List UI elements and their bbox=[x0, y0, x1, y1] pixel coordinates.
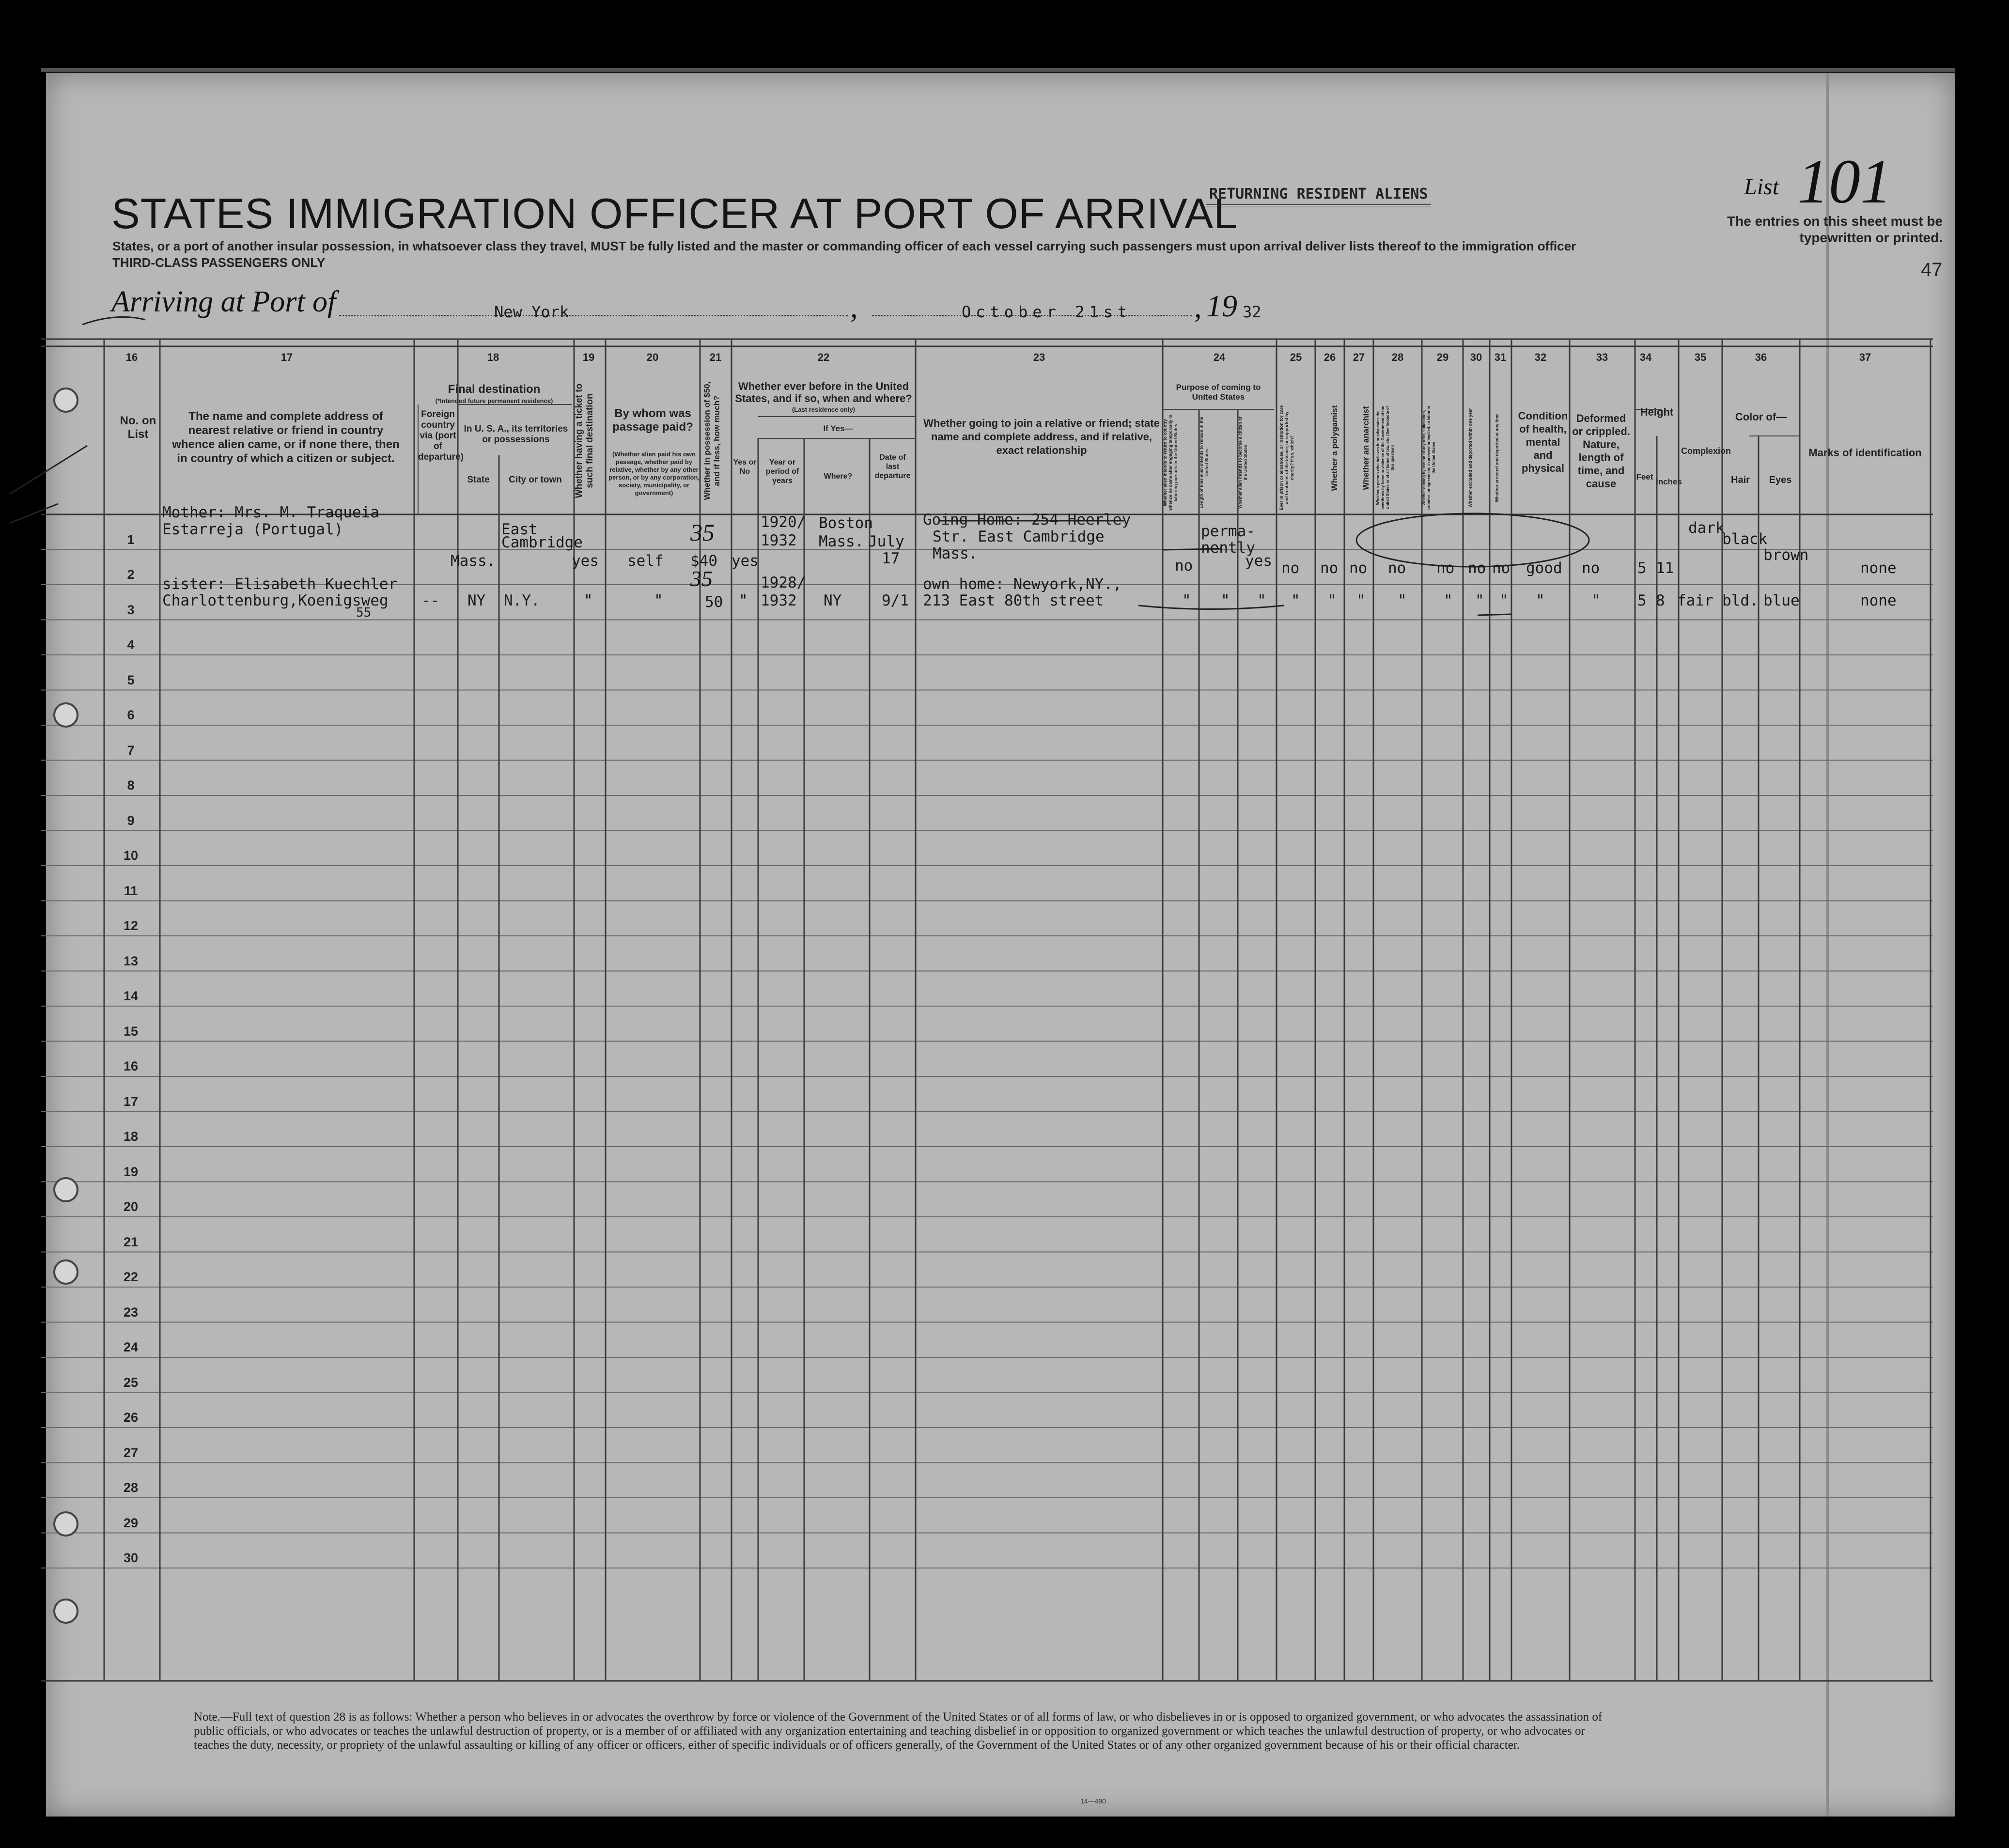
column-number: 18 bbox=[487, 351, 499, 363]
col20-header: By whom was passage paid? bbox=[612, 407, 693, 434]
row-number: 12 bbox=[123, 918, 139, 933]
row-number: 22 bbox=[123, 1270, 139, 1284]
col18-foreign: Foreign country via (port of departure) bbox=[418, 409, 464, 462]
row-number: 6 bbox=[127, 708, 135, 722]
row2-join-2: 213 East 80th street bbox=[923, 592, 1104, 609]
col18-state: State bbox=[467, 475, 490, 485]
row2-deformed: " bbox=[1591, 592, 1601, 609]
column-number: 27 bbox=[1353, 351, 1365, 363]
arriving-label: Arriving at Port of bbox=[111, 285, 336, 318]
row-number: 8 bbox=[127, 778, 135, 792]
row2-before: " bbox=[739, 592, 748, 609]
column-number: 34 bbox=[1639, 351, 1652, 363]
row1-c30: no bbox=[1468, 559, 1486, 577]
row1-inches: 11 bbox=[1656, 559, 1674, 577]
row-number: 28 bbox=[123, 1480, 139, 1495]
col24-header: Purpose of coming to United States bbox=[1176, 383, 1261, 402]
binder-hole bbox=[53, 1177, 78, 1202]
row-number: 10 bbox=[123, 848, 139, 863]
col33-header: Deformed or crippled. Nature, length of time, and cause bbox=[1572, 412, 1630, 490]
column-number: 19 bbox=[582, 351, 595, 363]
column-number: 33 bbox=[1596, 351, 1608, 363]
col29-header: Whether coming by reason of any offer, solicitation, promise, or agreement, expressed or implied, to labor in the United States bbox=[1422, 406, 1436, 510]
column-number: 26 bbox=[1324, 351, 1336, 363]
col18-city: City or town bbox=[509, 475, 562, 485]
row1-complexion: dark bbox=[1688, 519, 1725, 537]
port-value: New York bbox=[494, 303, 569, 321]
row1-where: Boston bbox=[819, 514, 873, 532]
col19-header: Whether having a ticket to such final destination bbox=[574, 383, 595, 498]
binder-hole bbox=[53, 1511, 78, 1537]
col32-header: Condition of health, mental and physical bbox=[1518, 410, 1568, 474]
row2-c31: " bbox=[1499, 592, 1509, 609]
row2-relative-address: Charlottenburg,Koenigsweg bbox=[162, 592, 389, 609]
row2-years: 1928/ bbox=[761, 574, 806, 591]
comma: , bbox=[1194, 291, 1202, 324]
col34-feet: Feet bbox=[1636, 472, 1653, 481]
row2-eyes: blue bbox=[1763, 592, 1800, 609]
row1-return: no bbox=[1175, 557, 1193, 575]
row-number: 19 bbox=[123, 1164, 139, 1179]
row-number: 24 bbox=[123, 1340, 139, 1354]
row1-years-2: 1932 bbox=[761, 532, 797, 549]
row2-money: 50 bbox=[705, 593, 723, 611]
column-number: 32 bbox=[1534, 351, 1547, 363]
column-number: 17 bbox=[280, 351, 293, 363]
binder-hole bbox=[53, 1599, 78, 1624]
binder-hole bbox=[53, 1259, 78, 1285]
row1-eyes: brown bbox=[1763, 546, 1809, 564]
row1-c25: no bbox=[1281, 559, 1300, 577]
row2-relative-number: 55 bbox=[356, 606, 372, 620]
row1-city-2: Cambridge bbox=[501, 534, 583, 551]
row-number: 1 bbox=[127, 532, 135, 547]
col22-where: Where? bbox=[824, 472, 853, 481]
row1-feet: 5 bbox=[1637, 559, 1647, 577]
row2-money-handwritten: 35 bbox=[690, 566, 713, 591]
row2-health: " bbox=[1536, 592, 1545, 609]
col22-if: If Yes— bbox=[823, 424, 853, 433]
row1-c26: no bbox=[1320, 559, 1339, 577]
col26-header: Whether a polygamist bbox=[1330, 405, 1339, 491]
port-rule bbox=[339, 315, 848, 316]
col35-header: Complexion bbox=[1681, 446, 1731, 456]
column-number: 24 bbox=[1213, 351, 1226, 363]
column-number: 35 bbox=[1694, 351, 1707, 363]
column-number: 20 bbox=[646, 351, 659, 363]
row1-hair: black bbox=[1722, 530, 1768, 548]
row1-relative: Mother: Mrs. M. Traqueia bbox=[162, 504, 379, 521]
row1-citizen: yes bbox=[1245, 552, 1272, 570]
col23-header: Whether going to join a relative or friend; state name and complete address, and if relative, exact relationship bbox=[923, 417, 1160, 456]
col37-header: Marks of identification bbox=[1808, 447, 1922, 459]
binder-hole bbox=[53, 388, 78, 413]
row1-c31: no bbox=[1492, 559, 1511, 577]
column-number: 36 bbox=[1755, 351, 1767, 363]
row1-join-2: Str. East Cambridge bbox=[933, 528, 1105, 545]
row1-join-3: Mass. bbox=[933, 545, 978, 562]
row1-c27: no bbox=[1349, 559, 1368, 577]
col21-header: Whether in possession of $50, and if less, how much? bbox=[702, 381, 721, 500]
col24-a: Whether alien intends to return to country whence he came after engaging temporarily in laboring pursuits in the United States bbox=[1163, 414, 1178, 511]
row-number: 16 bbox=[123, 1059, 139, 1073]
footnote: Note.—Full text of question 28 is as follows: Whether a person who believes in or advocates the overthrow by force or violence of the Government of the United States or of all forms of law, or who disbelieves in or is opposed to organized government, or who advocates the assassination of public officials, or who advocates or teaches the unlawful destruction of property, or is a member of or affiliated with any organization entertaining and teaching disbelief in or opposition to organized government or which teaches the unlawful destruction of property, or who advocates or teaches the duty, necessity, or propriety of the unlawful assaulting or killing of any officer or officers, either of specific individuals or of officers generally, of the Government of the United States or of any other organized government because of his or their official character. bbox=[194, 1710, 1603, 1752]
col27-header: Whether an anarchist bbox=[1361, 406, 1370, 490]
row-number: 3 bbox=[127, 602, 135, 617]
column-number: 23 bbox=[1033, 351, 1045, 363]
col28-header: Whether a person who believes in or advocates the overthrow by force or violence of the Government of the United States or of all forms of law, etc. (See footnote of this question) bbox=[1376, 406, 1395, 510]
row1-where-2: Mass. bbox=[819, 533, 864, 550]
row-number: 18 bbox=[123, 1129, 139, 1144]
entries-note: The entries on this sheet must be typewritten or printed. bbox=[1727, 214, 1943, 245]
row2-c28: " bbox=[1398, 592, 1407, 609]
comma: , bbox=[850, 291, 858, 324]
class-line: THIRD-CLASS PASSENGERS ONLY bbox=[112, 255, 326, 270]
row1-money: $40 bbox=[690, 552, 717, 570]
row2-hair: bld. bbox=[1722, 592, 1759, 609]
row-number: 29 bbox=[123, 1515, 139, 1530]
row-number: 26 bbox=[123, 1410, 139, 1425]
row-number: 15 bbox=[123, 1024, 139, 1039]
row-number: 25 bbox=[123, 1375, 139, 1390]
row2-citizen: " bbox=[1257, 592, 1266, 609]
row1-paid-by: self bbox=[627, 552, 664, 570]
row2-length: " bbox=[1221, 592, 1230, 609]
col25-header: Ever in prison or almshouse, or institution for care and treatment of the insane, or supported by charity? If so, which? bbox=[1279, 405, 1294, 511]
row2-ticket: " bbox=[584, 592, 593, 609]
col16-header: No. on List bbox=[120, 414, 156, 441]
row2-marks: none bbox=[1860, 592, 1897, 609]
row1-relative-address: Estarreja (Portugal) bbox=[162, 521, 343, 538]
column-number: 16 bbox=[125, 351, 138, 363]
binder-hole bbox=[53, 702, 78, 728]
row-number: 2 bbox=[127, 567, 135, 582]
row2-relative: sister: Elisabeth Kuechler bbox=[162, 575, 398, 593]
row-number: 11 bbox=[124, 883, 138, 898]
row2-departure: 9/1 bbox=[882, 592, 909, 609]
row1-deformed: no bbox=[1582, 559, 1600, 577]
row2-state: NY bbox=[467, 592, 486, 609]
row1-ticket: yes bbox=[572, 552, 599, 570]
row-number: 4 bbox=[127, 637, 135, 652]
row2-years-2: 1932 bbox=[761, 592, 797, 609]
row2-inches: 8 bbox=[1656, 592, 1665, 609]
col34-inches: Inches bbox=[1656, 477, 1682, 486]
column-number: 37 bbox=[1859, 351, 1871, 363]
col22-yesno: Yes or No bbox=[733, 458, 757, 476]
column-number: 28 bbox=[1391, 351, 1404, 363]
row1-health: good bbox=[1526, 559, 1562, 577]
col36-hair: Hair bbox=[1731, 475, 1750, 485]
column-number: 25 bbox=[1290, 351, 1302, 363]
column-number: 21 bbox=[709, 351, 722, 363]
row2-c29: " bbox=[1444, 592, 1453, 609]
form-title: STATES IMMIGRATION OFFICER AT PORT OF ARRIVAL bbox=[111, 189, 1238, 237]
row-number: 21 bbox=[123, 1234, 139, 1249]
row1-city: East bbox=[501, 521, 538, 538]
col34-header: Height bbox=[1640, 406, 1674, 418]
col22-year: Year or period of years bbox=[765, 458, 799, 485]
row2-join: own home: Newyork,NY., bbox=[923, 575, 1122, 593]
row-number: 14 bbox=[123, 989, 139, 1003]
col22-header: Whether ever before in the United States, and if so, when and where? bbox=[735, 380, 912, 404]
col22-date: Date of last departure bbox=[874, 453, 911, 480]
col36-eyes: Eyes bbox=[1769, 475, 1792, 485]
list-label: List bbox=[1744, 174, 1779, 200]
year-suffix: 32 bbox=[1243, 303, 1261, 321]
row-number: 17 bbox=[123, 1094, 139, 1109]
row2-paid-by: " bbox=[654, 592, 663, 609]
page-number: 47 bbox=[1921, 259, 1943, 280]
col24-c: Whether alien intends to become a citizen of the United States bbox=[1238, 416, 1248, 509]
col22-sub: (Last residence only) bbox=[792, 406, 856, 413]
row1-departure: July bbox=[868, 533, 904, 550]
row2-c27: " bbox=[1356, 592, 1366, 609]
row2-c26: " bbox=[1327, 592, 1337, 609]
col18-sub: (*Intended future permanent residence) bbox=[435, 397, 553, 404]
row2-city: N.Y. bbox=[504, 592, 540, 609]
row-number: 13 bbox=[123, 953, 139, 968]
row-number: 30 bbox=[123, 1551, 139, 1565]
row2-c30: " bbox=[1475, 592, 1484, 609]
row1-c29: no bbox=[1436, 559, 1455, 577]
row2-feet: 5 bbox=[1637, 592, 1647, 609]
col18-usa: In U. S. A., its territories or possessions bbox=[464, 424, 568, 445]
col31-header: Whether arrested and deported at any time bbox=[1495, 413, 1499, 502]
col20-sub: (Whether alien paid his own passage, whether paid by relative, whether by any other person, or by any corporation, society, municipality, or government) bbox=[608, 450, 700, 497]
row-number: 5 bbox=[127, 672, 135, 687]
row1-money-handwritten: 35 bbox=[690, 519, 715, 546]
row1-join: Going Home: 254 Heerley bbox=[923, 511, 1131, 528]
col24-b: Length of time alien intends to remain in the United States bbox=[1199, 417, 1209, 509]
column-number: 29 bbox=[1436, 351, 1449, 363]
list-number: 101 bbox=[1797, 147, 1892, 217]
row1-c28: no bbox=[1388, 559, 1406, 577]
row1-state: Mass. bbox=[451, 552, 496, 570]
year-prefix: 19 bbox=[1206, 289, 1237, 323]
form-number: 14—490 bbox=[1080, 1797, 1106, 1805]
row-number: 7 bbox=[127, 743, 135, 758]
col18-header: Final destination bbox=[448, 383, 541, 396]
row2-c25: " bbox=[1291, 592, 1300, 609]
row1-length: perma-nently bbox=[1201, 523, 1255, 557]
row1-years: 1920/ bbox=[761, 513, 806, 531]
column-number: 31 bbox=[1494, 351, 1507, 363]
instructions: States, or a port of another insular possession, in whatsoever class they travel, MUST be fully listed and the master or commanding officer of each vessel carrying such passengers must upon arrival deliver lists thereof to the immigration officer bbox=[112, 239, 1576, 253]
row1-departure-2: 17 bbox=[882, 550, 900, 567]
col36-header: Color of— bbox=[1735, 411, 1787, 423]
returning-resident-stamp: RETURNING RESIDENT ALIENS bbox=[1206, 186, 1431, 206]
row-number: 20 bbox=[123, 1199, 139, 1214]
col17-header: The name and complete address of nearest relative or friend in country whence alien came, or if none there, then in country of which a citizen or subject. bbox=[172, 410, 400, 465]
row2-complexion: fair bbox=[1677, 592, 1713, 609]
row2-return: " bbox=[1182, 592, 1191, 609]
row-number: 27 bbox=[123, 1445, 139, 1460]
column-number: 30 bbox=[1470, 351, 1482, 363]
row2-where: NY bbox=[824, 592, 842, 609]
row1-marks: none bbox=[1860, 559, 1897, 577]
column-number: 22 bbox=[817, 351, 830, 363]
row1-before: yes bbox=[732, 552, 759, 570]
row-number: 23 bbox=[123, 1304, 139, 1320]
date-value: October 21st bbox=[962, 303, 1132, 321]
row2-foreign: -- bbox=[421, 592, 440, 609]
col30-header: Whether excluded and deported within one year bbox=[1468, 408, 1473, 508]
row-number: 9 bbox=[127, 813, 135, 828]
